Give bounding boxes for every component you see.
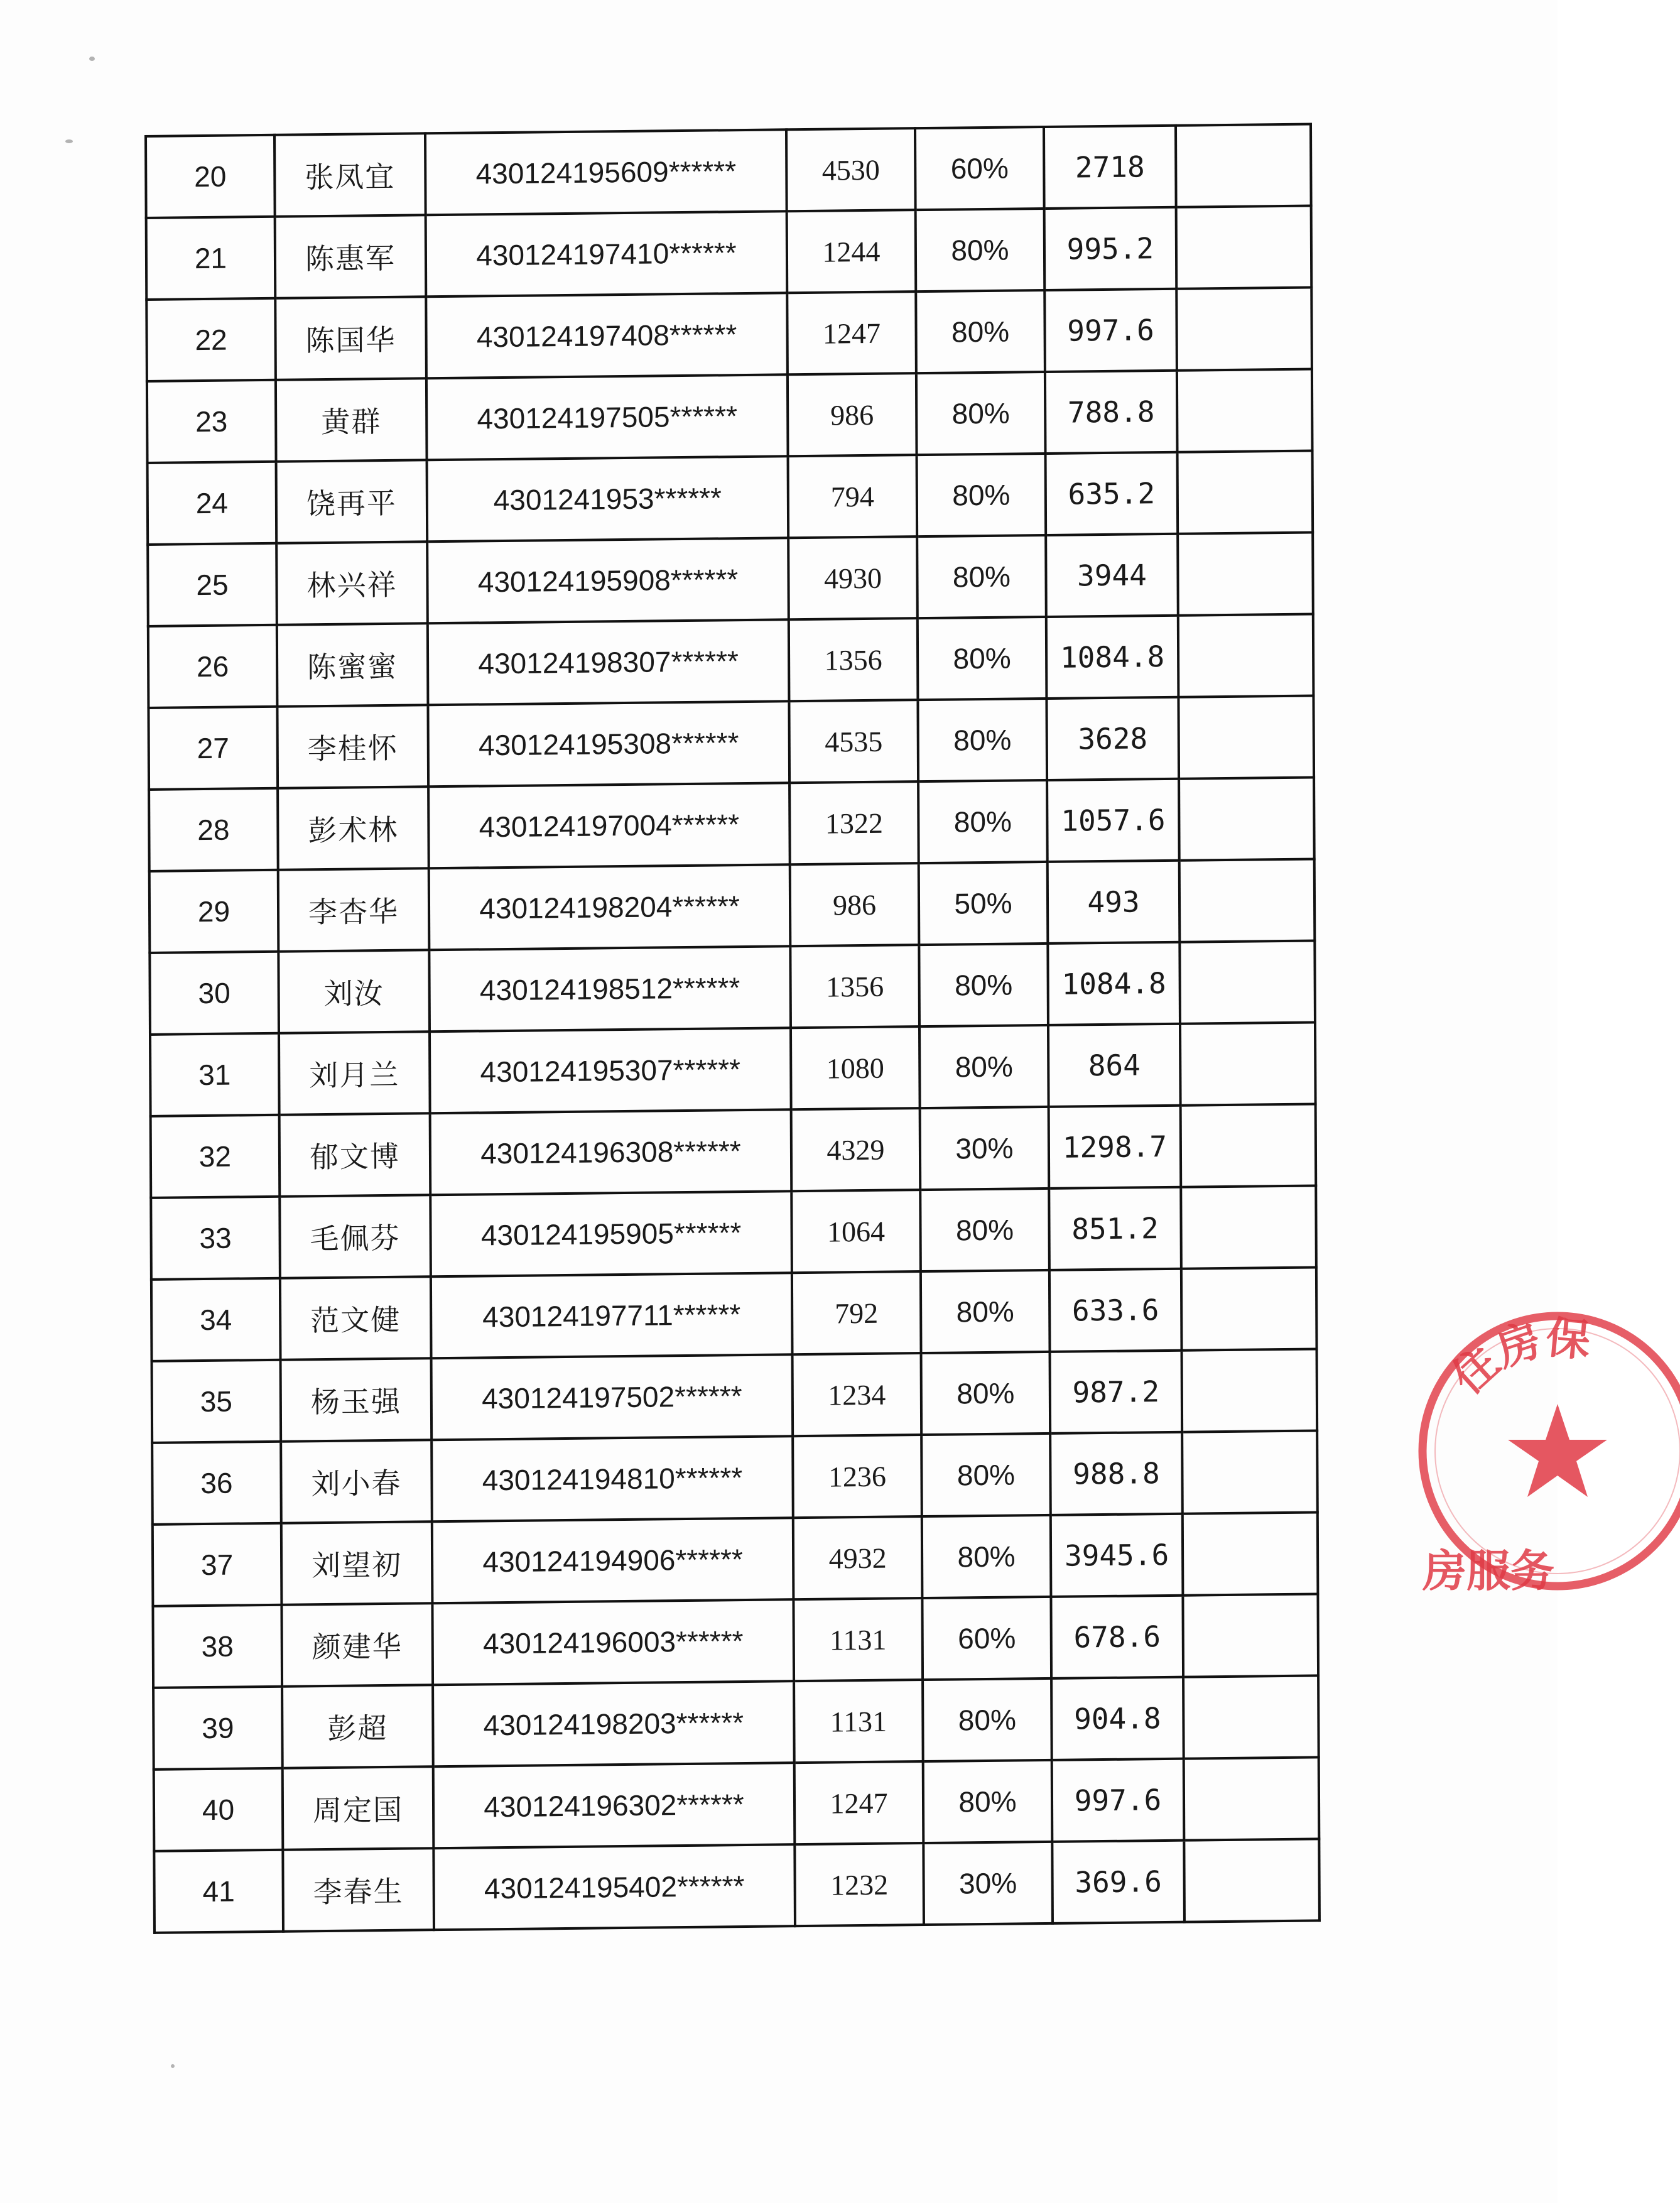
- id-number-cell: 430124194906******: [432, 1518, 794, 1603]
- row-number-cell: 22: [146, 298, 276, 381]
- remark-cell: [1184, 1839, 1320, 1922]
- area-cell: 4930: [788, 536, 918, 619]
- id-number-cell: 430124196302******: [433, 1763, 795, 1848]
- percentage-cell: 80%: [921, 1270, 1050, 1353]
- area-cell: 1356: [790, 945, 919, 1028]
- id-number-cell: 430124198203******: [433, 1681, 794, 1766]
- row-number-cell: 30: [149, 952, 279, 1035]
- percentage-cell: 80%: [923, 1678, 1052, 1761]
- person-name-cell: 张凤宜: [274, 133, 426, 217]
- row-number-cell: 41: [154, 1850, 283, 1933]
- remark-cell: [1182, 1430, 1318, 1513]
- amount-cell: 851.2: [1049, 1187, 1181, 1270]
- table-row: [149, 941, 1315, 1035]
- amount-cell: 1084.8: [1048, 942, 1180, 1025]
- person-name-cell: 陈惠军: [275, 215, 426, 298]
- seal-ring: [1423, 1316, 1680, 1586]
- row-number-cell: 24: [148, 462, 277, 545]
- row-number-cell: 27: [148, 707, 278, 790]
- remark-cell: [1178, 451, 1313, 534]
- area-cell: 1131: [794, 1680, 923, 1763]
- person-name-cell: 林兴祥: [276, 541, 428, 625]
- table-row: [154, 1757, 1320, 1851]
- person-name-cell: 彭术林: [278, 786, 429, 870]
- person-name-cell: 刘小春: [281, 1440, 432, 1523]
- percentage-cell: 80%: [921, 1433, 1051, 1516]
- remark-cell: [1178, 533, 1313, 616]
- person-name-cell: 范文健: [280, 1276, 431, 1360]
- amount-cell: 788.8: [1045, 371, 1178, 454]
- id-number-cell: 430124195308******: [428, 701, 789, 786]
- row-number-cell: 21: [146, 217, 276, 300]
- table-row: [153, 1675, 1319, 1769]
- row-number-cell: 37: [153, 1523, 282, 1606]
- scan-speck: [171, 2064, 175, 2068]
- amount-cell: 1057.6: [1047, 779, 1179, 862]
- row-number-cell: 36: [152, 1442, 281, 1525]
- table-row: [152, 1349, 1318, 1442]
- roster-table-wrap: [144, 123, 1318, 1934]
- id-number-cell: 430124198512******: [429, 946, 791, 1031]
- amount-cell: 493: [1048, 861, 1180, 944]
- remark-cell: [1181, 1267, 1317, 1350]
- area-cell: 1131: [793, 1598, 923, 1681]
- table-row: [151, 1185, 1316, 1279]
- amount-cell: 3944: [1046, 534, 1178, 617]
- remark-cell: [1179, 778, 1314, 861]
- percentage-cell: 80%: [919, 944, 1048, 1026]
- amount-cell: 997.6: [1052, 1759, 1184, 1842]
- remark-cell: [1180, 1022, 1316, 1105]
- amount-cell: 678.6: [1051, 1596, 1183, 1678]
- area-cell: 1356: [789, 618, 918, 701]
- percentage-cell: 80%: [919, 1025, 1049, 1108]
- person-name-cell: 杨玉强: [281, 1358, 432, 1442]
- area-cell: 1247: [787, 291, 916, 374]
- id-number-cell: 430124197711******: [431, 1273, 793, 1358]
- percentage-cell: 80%: [918, 699, 1047, 781]
- id-number-cell: 430124197502******: [431, 1354, 793, 1440]
- table-row: [146, 206, 1312, 300]
- amount-cell: 369.6: [1052, 1841, 1184, 1923]
- row-number-cell: 39: [153, 1687, 283, 1770]
- area-cell: 1244: [787, 210, 916, 293]
- id-number-cell: 430124198307******: [428, 619, 789, 705]
- area-cell: 986: [790, 863, 919, 946]
- person-name-cell: 周定国: [283, 1766, 434, 1850]
- person-name-cell: 彭超: [282, 1685, 433, 1768]
- table-row: [151, 1104, 1316, 1197]
- row-number-cell: 33: [151, 1197, 280, 1280]
- remark-cell: [1183, 1594, 1318, 1677]
- amount-cell: 988.8: [1050, 1432, 1183, 1515]
- percentage-cell: 80%: [923, 1760, 1053, 1843]
- id-number-cell: 430124195908******: [427, 538, 789, 623]
- table-row: [150, 1022, 1316, 1116]
- id-number-cell: 430124195905******: [430, 1191, 792, 1276]
- id-number-cell: 430124194810******: [431, 1436, 793, 1521]
- person-name-cell: 毛佩芬: [279, 1195, 431, 1278]
- remark-cell: [1181, 1104, 1316, 1187]
- star-icon: [1508, 1404, 1607, 1497]
- id-number-cell: 430124196003******: [432, 1599, 794, 1685]
- id-number-cell: 430124198204******: [429, 864, 791, 950]
- row-number-cell: 25: [148, 543, 277, 626]
- table-row: [149, 859, 1315, 953]
- person-name-cell: 李杏华: [278, 868, 430, 952]
- remark-cell: [1183, 1512, 1318, 1595]
- amount-cell: 1084.8: [1046, 616, 1179, 699]
- area-cell: 1247: [794, 1761, 924, 1844]
- remark-cell: [1179, 941, 1315, 1024]
- table-row: [149, 778, 1314, 871]
- row-number-cell: 35: [152, 1360, 281, 1443]
- row-number-cell: 26: [148, 625, 278, 708]
- row-number-cell: 31: [150, 1033, 279, 1116]
- person-name-cell: 刘月兰: [279, 1031, 430, 1115]
- area-cell: 1232: [794, 1843, 924, 1926]
- person-name-cell: 郁文博: [279, 1113, 431, 1197]
- row-number-cell: 32: [151, 1115, 280, 1198]
- id-number-cell: 430124197505******: [426, 374, 788, 460]
- amount-cell: 633.6: [1049, 1269, 1182, 1352]
- amount-cell: 997.6: [1044, 289, 1177, 372]
- row-number-cell: 38: [153, 1605, 282, 1688]
- percentage-cell: 50%: [919, 862, 1048, 945]
- area-cell: 1234: [793, 1353, 922, 1436]
- table-row: [146, 124, 1311, 218]
- amount-cell: 904.8: [1051, 1677, 1184, 1760]
- percentage-cell: 80%: [916, 372, 1046, 455]
- amount-cell: 1298.7: [1049, 1106, 1181, 1189]
- remark-cell: [1181, 1185, 1316, 1268]
- area-cell: 1322: [789, 781, 919, 864]
- id-number-cell: 430124195402******: [433, 1844, 795, 1930]
- remark-cell: [1178, 614, 1314, 697]
- percentage-cell: 30%: [923, 1842, 1053, 1925]
- row-number-cell: 34: [151, 1278, 281, 1361]
- scan-speck: [65, 139, 73, 143]
- roster-table: [144, 123, 1321, 1934]
- seal-top-text: 住房保: [1441, 1310, 1593, 1405]
- remark-cell: [1178, 696, 1314, 779]
- percentage-cell: 30%: [920, 1107, 1049, 1190]
- person-name-cell: 黄群: [276, 378, 427, 462]
- person-name-cell: 陈国华: [275, 296, 426, 380]
- table-row: [148, 696, 1314, 790]
- area-cell: 4530: [786, 128, 916, 211]
- area-cell: 1080: [791, 1026, 920, 1109]
- person-name-cell: 刘望初: [281, 1521, 433, 1605]
- area-cell: 4932: [793, 1516, 923, 1599]
- person-name-cell: 刘汝: [278, 950, 430, 1033]
- id-number-cell: 430124196308******: [430, 1109, 792, 1195]
- area-cell: 4329: [791, 1108, 921, 1191]
- percentage-cell: 80%: [921, 1352, 1051, 1435]
- amount-cell: 987.2: [1050, 1351, 1183, 1433]
- percentage-cell: 60%: [915, 127, 1044, 210]
- table-row: [148, 614, 1314, 708]
- id-number-cell: 430124197408******: [426, 293, 788, 378]
- remark-cell: [1176, 206, 1312, 289]
- seal-bottom-text-span: 房服务: [1423, 1545, 1554, 1597]
- row-number-cell: 40: [154, 1768, 283, 1851]
- table-row: [148, 533, 1313, 626]
- person-name-cell: 饶再平: [276, 460, 428, 543]
- id-number-cell: 430124197410******: [426, 211, 788, 296]
- percentage-cell: 80%: [916, 209, 1045, 291]
- seal-bottom-text: [1422, 1545, 1554, 1597]
- area-cell: 794: [788, 455, 918, 538]
- table-row: [146, 288, 1312, 381]
- amount-cell: 635.2: [1046, 452, 1178, 535]
- area-cell: 1064: [791, 1190, 921, 1273]
- remark-cell: [1177, 369, 1313, 452]
- table-row: [152, 1430, 1318, 1524]
- official-seal: [1416, 1300, 1680, 1602]
- table-row: [148, 451, 1313, 545]
- remark-cell: [1176, 288, 1312, 371]
- area-cell: 1236: [793, 1435, 922, 1518]
- remark-cell: [1184, 1757, 1320, 1840]
- amount-cell: 3628: [1046, 697, 1179, 780]
- percentage-cell: 80%: [917, 535, 1046, 618]
- table-row: [153, 1512, 1318, 1606]
- id-number-cell: 430124197004******: [428, 783, 790, 868]
- amount-cell: 2718: [1044, 126, 1176, 209]
- id-number-cell: 4301241953******: [427, 456, 789, 541]
- person-name-cell: 李春生: [283, 1848, 434, 1932]
- area-cell: 4535: [789, 700, 918, 783]
- amount-cell: 864: [1048, 1024, 1181, 1107]
- person-name-cell: 陈蜜蜜: [277, 623, 428, 707]
- remark-cell: [1179, 859, 1315, 942]
- seal-ring-inner: [1435, 1329, 1680, 1574]
- percentage-cell: 80%: [922, 1515, 1051, 1598]
- amount-cell: 995.2: [1044, 207, 1177, 290]
- percentage-cell: 80%: [920, 1189, 1049, 1271]
- percentage-cell: 80%: [918, 617, 1047, 700]
- person-name-cell: 李桂怀: [277, 705, 428, 788]
- id-number-cell: 430124195307******: [430, 1028, 791, 1113]
- remark-cell: [1183, 1675, 1319, 1758]
- table-row: [153, 1594, 1318, 1687]
- percentage-cell: 80%: [918, 780, 1048, 863]
- percentage-cell: 80%: [917, 454, 1046, 536]
- roster-table-body: [146, 124, 1320, 1933]
- area-cell: 986: [788, 373, 917, 456]
- row-number-cell: 29: [149, 870, 279, 953]
- percentage-cell: 80%: [916, 290, 1045, 373]
- area-cell: 792: [792, 1271, 921, 1354]
- remark-cell: [1176, 124, 1311, 207]
- scan-speck: [89, 57, 95, 61]
- row-number-cell: 23: [147, 380, 276, 463]
- table-row: [147, 369, 1313, 463]
- table-row: [154, 1839, 1320, 1932]
- id-number-cell: 430124195609******: [425, 129, 787, 215]
- person-name-cell: 颜建华: [281, 1603, 433, 1687]
- remark-cell: [1182, 1349, 1318, 1432]
- percentage-cell: 60%: [922, 1597, 1051, 1680]
- row-number-cell: 28: [149, 788, 278, 871]
- row-number-cell: 20: [146, 135, 275, 218]
- amount-cell: 3945.6: [1051, 1514, 1183, 1597]
- table-row: [151, 1267, 1317, 1361]
